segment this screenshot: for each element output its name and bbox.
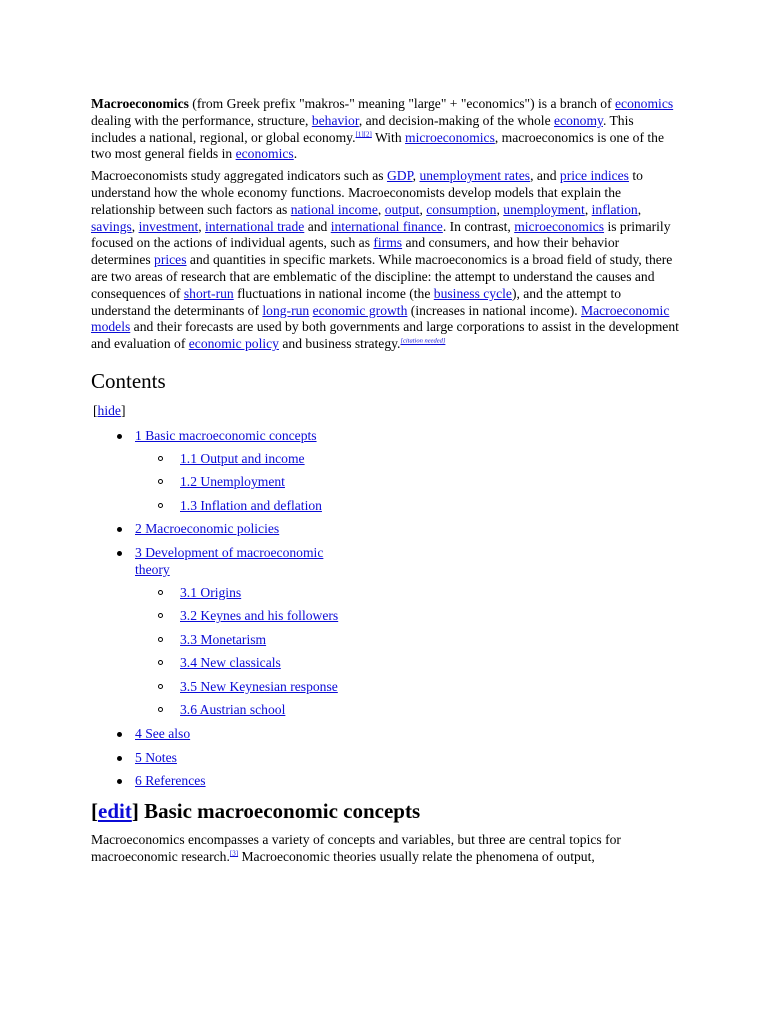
section-title: Basic macroeconomic concepts [138,799,421,824]
toc-sublink[interactable]: 1.1 Output and income [180,450,305,466]
toc-sublink[interactable]: 3.4 New classicals [180,655,281,671]
toc-link[interactable]: 2 Macroeconomic policies [135,521,280,537]
inline-link[interactable]: firms [373,235,403,251]
intro-paragraph-2 [91,168,681,353]
text-run: , and [530,168,560,184]
inline-link[interactable]: microeconomics [405,129,495,145]
edit-bracket-close: ] [131,799,139,824]
text-run: (from Greek prefix "makros-" meaning "large" + "economics") is a branch of [188,96,616,111]
toc-sublink[interactable]: 3.3 Monetarism [180,631,267,647]
inline-link[interactable]: unemployment [503,201,585,217]
table-of-contents [91,368,681,790]
inline-link[interactable]: unemployment rates [419,168,531,184]
toc-link[interactable]: 5 Notes [135,749,177,765]
text-run: , [496,201,504,217]
inline-link[interactable]: international trade [205,218,305,234]
inline-link[interactable]: microeconomics [514,218,605,234]
toc-subitem [135,655,681,672]
toc-item [91,545,681,719]
text-run: , [131,218,139,234]
toc-subitem [135,702,681,719]
toc-subitem [135,679,681,696]
text-run: and business strategy. [278,336,401,352]
article-body [91,96,681,866]
citation-superscript [400,338,445,345]
toc-subitem [135,451,681,468]
toc-hide-link[interactable]: hide [97,402,121,418]
inline-link[interactable]: business cycle [433,285,512,301]
toc-subitem [135,498,681,515]
inline-link[interactable]: price indices [559,168,629,184]
inline-link[interactable]: economics [235,146,294,162]
toc-link[interactable]: 1 Basic macroeconomic concepts [135,427,317,443]
text-run: Macroeconomics encompasses a variety of concepts and variables, but three are central topics for macroeconomic research. [91,832,621,864]
text-run: is primarily focused on the actions of individual agents, such as [91,218,671,251]
toc-sublink[interactable]: 1.3 Inflation and deflation [180,497,322,513]
inline-link[interactable]: prices [154,252,187,268]
toc-hide-bracket-open: [ [93,402,98,418]
toc-sublink[interactable]: 3.6 Austrian school [180,702,286,718]
text-run: , [419,201,427,217]
text-run: dealing with the performance, structure, [91,112,312,128]
toc-item [91,521,681,538]
text-run: . [293,146,298,162]
toc-hide-toggle [93,403,681,420]
toc-subitem [135,608,681,625]
inline-link[interactable]: national income [290,201,378,217]
intro-paragraph-1 [91,96,681,163]
toc-item [91,726,681,743]
toc-subitem [135,585,681,602]
text-run: to understand how the whole economy functions. Macroeconomists develop models that explain the relationship between such factors as [91,168,643,217]
text-run: , [412,168,420,184]
inline-link[interactable]: consumption [426,201,497,217]
bold-term: Macroeconomics [91,96,189,111]
inline-link[interactable]: economic policy [188,336,279,352]
text-run: . This includes a national, regional, or global economy. [91,112,634,145]
text-run: and quantities in specific markets. While macroeconomics is a broad field of study, there are two areas of research that are emblematic of the discipline: the attempt to understand the causes and consequences of [91,252,673,301]
inline-link[interactable]: inflation [591,201,638,217]
inline-link[interactable]: investment [138,218,199,234]
toc-sublink[interactable]: 3.1 Origins [180,584,242,600]
text-run: Macroeconomic theories usually relate the phenomena of output, [238,848,595,864]
section-paragraph [91,832,681,866]
inline-link[interactable]: output [384,201,420,217]
citation-link[interactable]: [citation needed] [400,337,446,345]
text-run: , [377,201,385,217]
text-run: . In contrast, [442,218,515,234]
toc-sublist [135,451,681,515]
edit-bracket-open: [ [91,799,98,824]
toc-link[interactable]: 3 Development of macroeconomic theory [135,544,324,577]
citation-superscript [356,130,372,138]
toc-sublink[interactable]: 3.2 Keynes and his followers [180,608,339,624]
citation-link[interactable]: [1][2] [355,130,372,139]
toc-item [91,750,681,767]
toc-subitem [135,632,681,649]
text-run: , [637,201,642,217]
text-run: and their forecasts are used by both governments and large corporations to assist in the development and evaluation of [91,319,679,352]
toc-sublist [135,585,681,720]
text-run: Macroeconomists study aggregated indicators such as [91,168,387,184]
section-heading [91,798,681,824]
text-run: and [304,218,331,234]
toc-hide-bracket-close: ] [120,402,126,418]
inline-link[interactable]: economics [615,96,674,111]
inline-link[interactable]: GDP [386,168,413,184]
contents-title: Contents [91,368,166,393]
toc-sublink[interactable]: 3.5 New Keynesian response [180,678,338,694]
inline-link[interactable]: savings [91,218,132,234]
text-run: , [584,201,592,217]
toc-item [91,428,681,515]
inline-link[interactable]: economy [554,112,603,128]
inline-link[interactable]: international finance [330,218,443,234]
inline-link[interactable]: economic growth [312,302,408,318]
citation-link[interactable]: [3] [229,849,239,858]
inline-link[interactable]: Macroeconomic models [91,302,670,335]
inline-link[interactable]: short-run [183,285,234,301]
text-run: and consumers, and how their behavior determines [91,235,620,268]
text-run: , and decision-making of the whole [358,112,554,128]
text-run: With [371,129,406,145]
toc-link[interactable]: 4 See also [135,726,191,742]
toc-sublink[interactable]: 1.2 Unemployment [180,474,285,490]
edit-link[interactable]: edit [98,799,132,824]
toc-list [91,428,681,790]
toc-subitem [135,474,681,491]
toc-item [91,773,681,790]
citation-superscript [230,849,238,857]
text-run: , macroeconomics is one of the two most general fields in [91,129,664,162]
inline-link[interactable]: long-run [262,302,310,318]
text-run: (increases in national income). [407,302,582,318]
inline-link[interactable]: behavior [311,112,359,128]
text-run: fluctuations in national income (the [233,285,434,301]
text-run: , [198,218,206,234]
text-run: ), and the attempt to understand the determinants of [91,285,622,318]
toc-link[interactable]: 6 References [135,773,206,789]
